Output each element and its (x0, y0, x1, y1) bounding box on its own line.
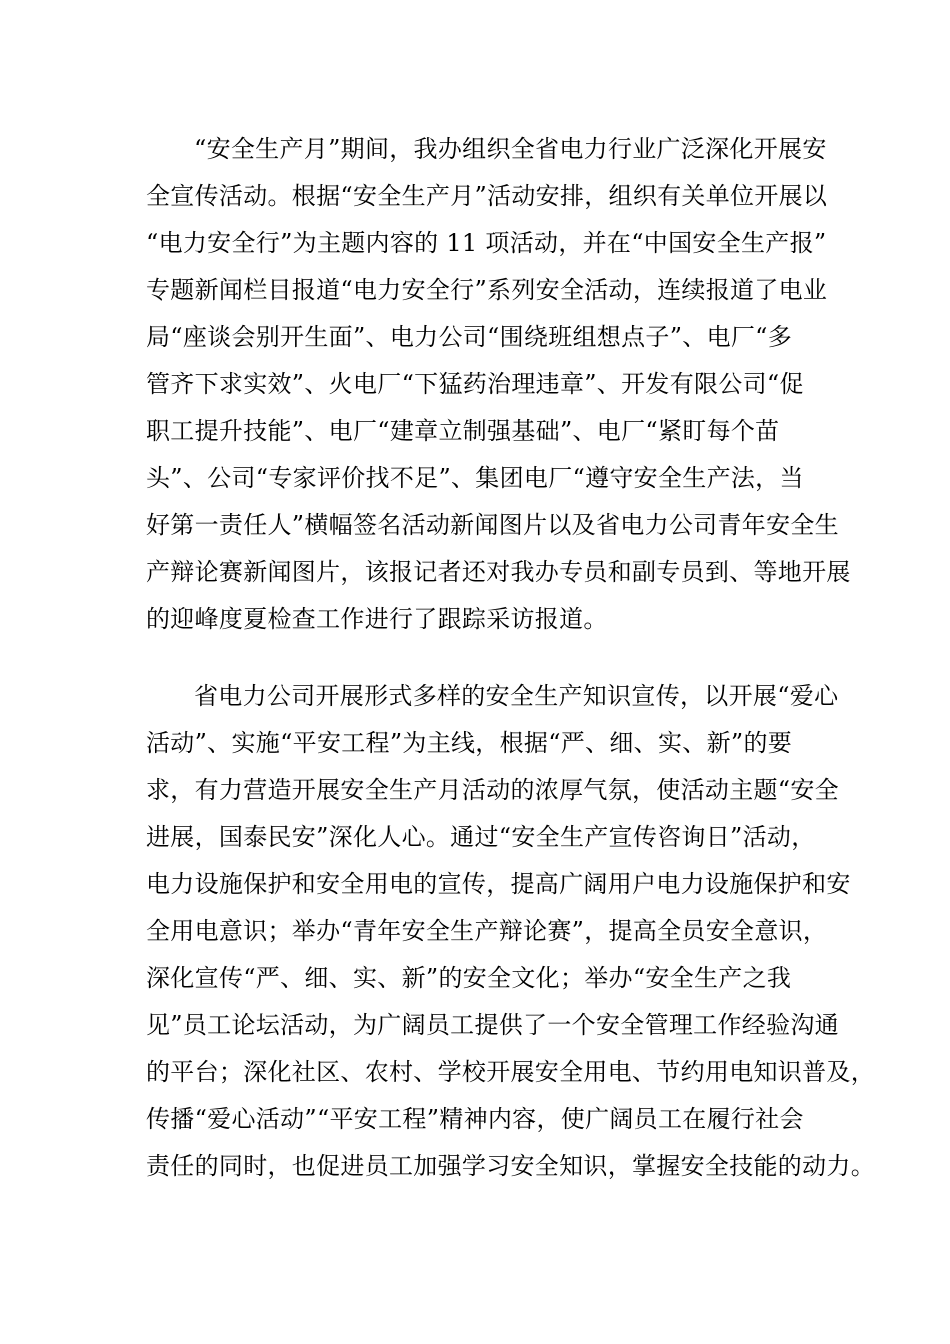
paragraph-line: 好第一责任人”横幅签名活动新闻图片以及省电力公司青年安全生 (146, 511, 839, 539)
paragraph-line: 的平台；深化社区、农村、学校开展安全用电、节约用电知识普及， (146, 1058, 875, 1086)
paragraph-line: 传播“爱心活动”“平安工程”精神内容，使广阔员工在履行社会 (146, 1105, 804, 1133)
paragraph-line: 责任的同时，也促进员工加强学习安全知识，掌握安全技能的动力。 (146, 1152, 875, 1180)
paragraph-line: 职工提升技能”、电厂“建章立制强基础”、电厂“紧盯每个苗 (146, 417, 780, 445)
paragraph-line: 电力设施保护和安全用电的宣传，提高广阔用户电力设施保护和安 (146, 870, 851, 898)
paragraph-2 (146, 673, 875, 1190)
paragraph-line: 见”员工论坛活动，为广阔员工提供了一个安全管理工作经验沟通 (146, 1011, 839, 1039)
paragraph-line: 进展，国泰民安”深化人心。通过“安全生产宣传咨询日”活动， (146, 823, 816, 851)
paragraph-line: 局“座谈会别开生面”、电力公司“围绕班组想点子”、电厂“多 (146, 323, 793, 351)
paragraph-line: 深化宣传“严、细、实、新”的安全文化；举办“安全生产之我 (146, 964, 792, 992)
paragraph-line: 求，有力营造开展安全生产月活动的浓厚气氛，使活动主题“安全 (146, 776, 839, 804)
paragraph-line: 全用电意识；举办“青年安全生产辩论赛”，提高全员安全意识， (146, 917, 828, 945)
paragraph-line: “安全生产月”期间，我办组织全省电力行业广泛深化开展安 (194, 135, 827, 163)
paragraph-line: 省电力公司开展形式多样的安全生产知识宣传，以开展“爱心 (194, 682, 839, 710)
paragraph-line: 全宣传活动。根据“安全生产月”活动安排，组织有关单位开展以 (146, 182, 828, 210)
paragraph-line: 活动”、实施“平安工程”为主线，根据“严、细、实、新”的要 (146, 729, 793, 757)
paragraph-line: 头”、公司“专家评价找不足”、集团电厂“遵守安全生产法，当 (146, 464, 804, 492)
paragraph-line: “电力安全行”为主题内容的 11 项活动，并在“中国安全生产报” (146, 229, 827, 257)
paragraph-1 (146, 126, 851, 643)
paragraph-line: 的迎峰度夏检查工作进行了跟踪采访报道。 (146, 605, 608, 633)
paragraph-line: 产辩论赛新闻图片，该报记者还对我办专员和副专员到、等地开展 (146, 558, 851, 586)
paragraph-line: 专题新闻栏目报道“电力安全行”系列安全活动，连续报道了电业 (146, 276, 828, 304)
paragraph-line: 管齐下求实效”、火电厂“下猛药治理违章”、开发有限公司“促 (146, 370, 804, 398)
